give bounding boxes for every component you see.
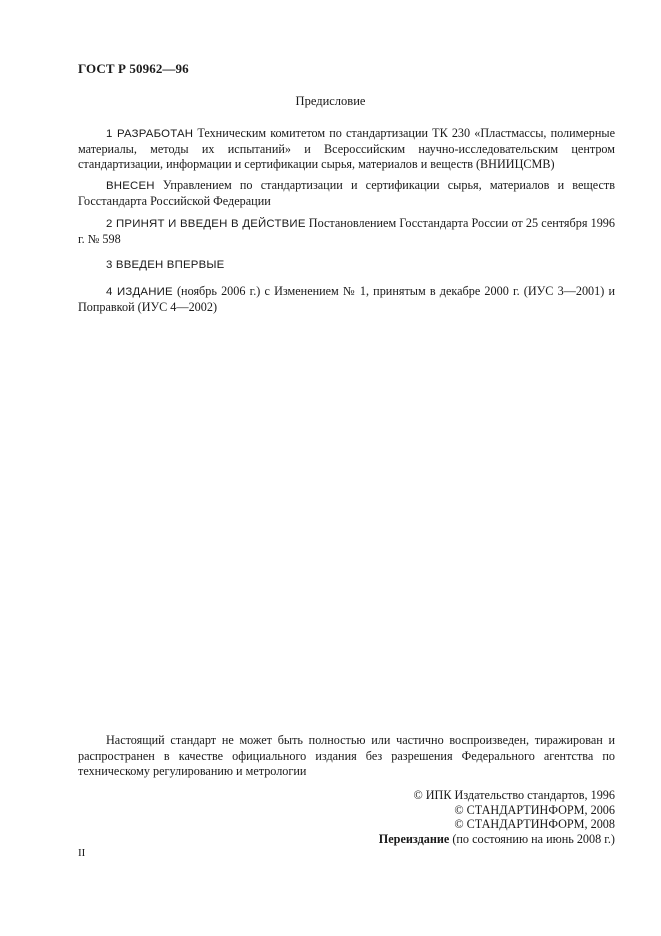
foreword-item-3	[78, 257, 615, 273]
item-text: Постановлением Госстандарта России от 25 сентября 1996 г. № 598	[78, 216, 615, 246]
item-lead: 4 ИЗДАНИЕ	[106, 286, 173, 298]
reprint-label: Переиздание	[378, 832, 450, 847]
foreword-item-4	[78, 284, 615, 315]
foreword-item-submitted	[78, 178, 615, 209]
copyright-line: © ИПК Издательство стандартов, 1996	[413, 788, 615, 802]
standard-number: ГОСТ Р 50962—96	[78, 61, 189, 76]
item-text: Техническим комитетом по стандартизации ТК 230 «Пластмассы, полимерные материалы, методы их испытаний» и Всероссийским научно-исследовательским центром стандартизации, информации и сертификации сырья, материалов и веществ (ВНИИЦСМВ)	[78, 126, 615, 171]
reprint-line	[379, 832, 615, 847]
reprint-text: (по состоянию на июнь 2008 г.)	[449, 832, 615, 847]
item-lead: 1 РАЗРАБОТАН	[106, 128, 194, 140]
foreword-title: Предисловие	[295, 94, 366, 108]
foreword-item-2	[78, 216, 615, 247]
page-number: II	[78, 847, 86, 859]
item-text: Управлением по стандартизации и сертификации сырья, материалов и веществ Госстандарта Российской Федерации	[78, 178, 615, 208]
copyright-line: © СТАНДАРТИНФОРМ, 2006	[454, 802, 615, 817]
foreword-item-1	[78, 126, 615, 172]
item-lead: 3 ВВЕДЕН ВПЕРВЫЕ	[106, 259, 225, 271]
copyright-line: © СТАНДАРТИНФОРМ, 2008	[454, 817, 615, 832]
reproduction-notice: Настоящий стандарт не может быть полностью или частично воспроизведен, тиражирован и распространен в качестве официального издания без разрешения Федерального агентства по техническому регулированию и метрологии	[78, 733, 615, 778]
item-text: (ноябрь 2006 г.) с Изменением № 1, принятым в декабре 2000 г. (ИУС 3—2001) и Поправкой (ИУС 4—2002)	[78, 284, 615, 314]
item-lead: ВНЕСЕН	[106, 180, 155, 192]
copyright-block	[379, 788, 615, 847]
item-lead: 2 ПРИНЯТ И ВВЕДЕН В ДЕЙСТВИЕ	[106, 218, 306, 230]
